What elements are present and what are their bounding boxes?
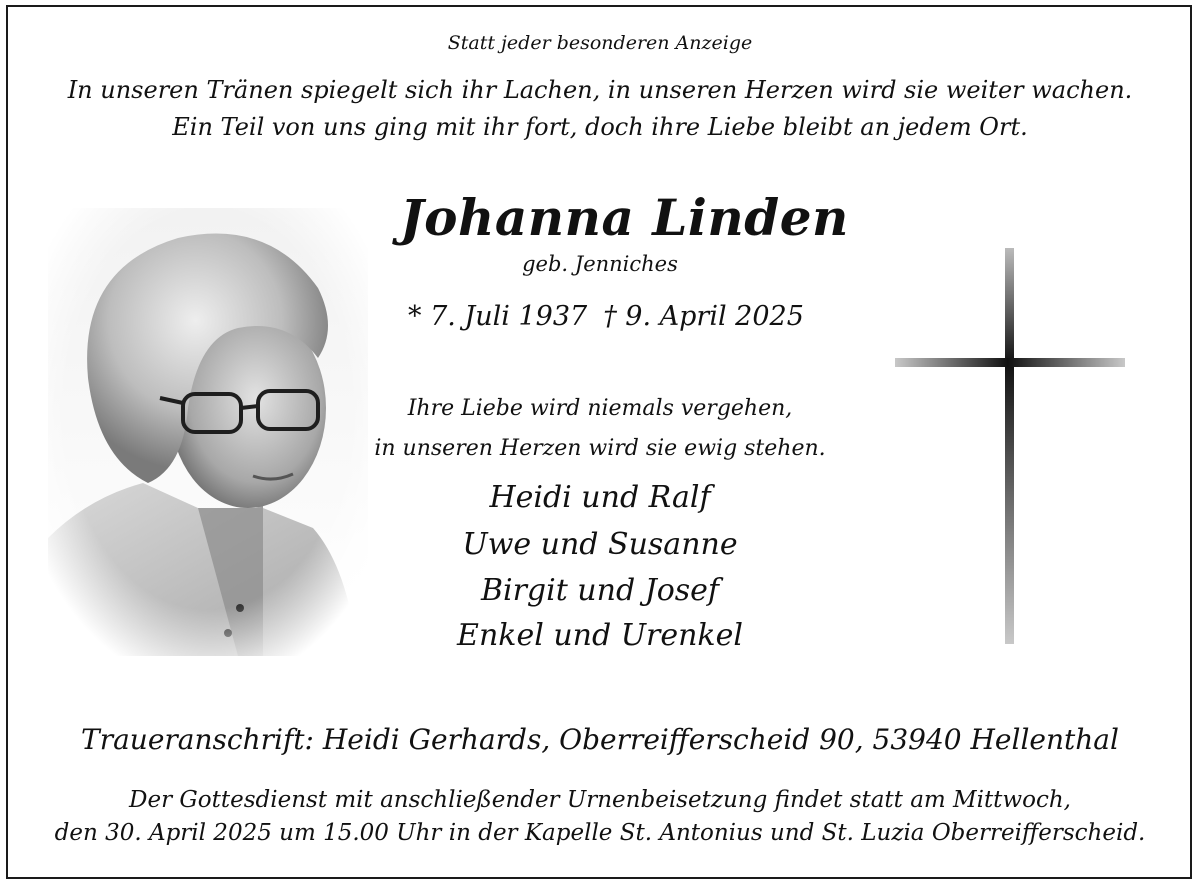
mourner-2: Uwe und Susanne xyxy=(462,527,738,562)
verse-line-1: In unseren Tränen spiegelt sich ihr Lachen, in unseren Herzen wird sie weiter wachen. xyxy=(67,76,1133,104)
quote-line-1: Ihre Liebe wird niemals vergehen, xyxy=(407,396,793,421)
death-date: † 9. April 2025 xyxy=(603,301,804,332)
birth-date: * 7. Juli 1937 xyxy=(408,301,588,332)
mourner-3: Birgit und Josef xyxy=(480,573,720,608)
cross-icon xyxy=(895,248,1125,644)
mourning-address: Traueranschrift: Heidi Gerhards, Oberreifferscheid 90, 53940 Hellenthal xyxy=(81,723,1119,756)
mourner-4: Enkel und Urenkel xyxy=(457,618,743,653)
header-note: Statt jeder besonderen Anzeige xyxy=(447,32,753,54)
maiden-name: geb. Jenniches xyxy=(522,252,678,276)
life-dates xyxy=(400,301,804,332)
verse-line-2: Ein Teil von uns ging mit ihr fort, doch ihre Liebe bleibt an jedem Ort. xyxy=(172,113,1028,141)
quote-line-2: in unseren Herzen wird sie ewig stehen. xyxy=(374,436,826,461)
deceased-name: Johanna Linden xyxy=(400,188,849,247)
service-line-1: Der Gottesdienst mit anschließender Urnenbeisetzung findet statt am Mittwoch, xyxy=(129,787,1071,813)
mourner-1: Heidi und Ralf xyxy=(489,480,711,515)
portrait-photo xyxy=(48,208,368,656)
service-line-2: den 30. April 2025 um 15.00 Uhr in der Kapelle St. Antonius und St. Luzia Oberreifferscheid. xyxy=(54,820,1146,846)
